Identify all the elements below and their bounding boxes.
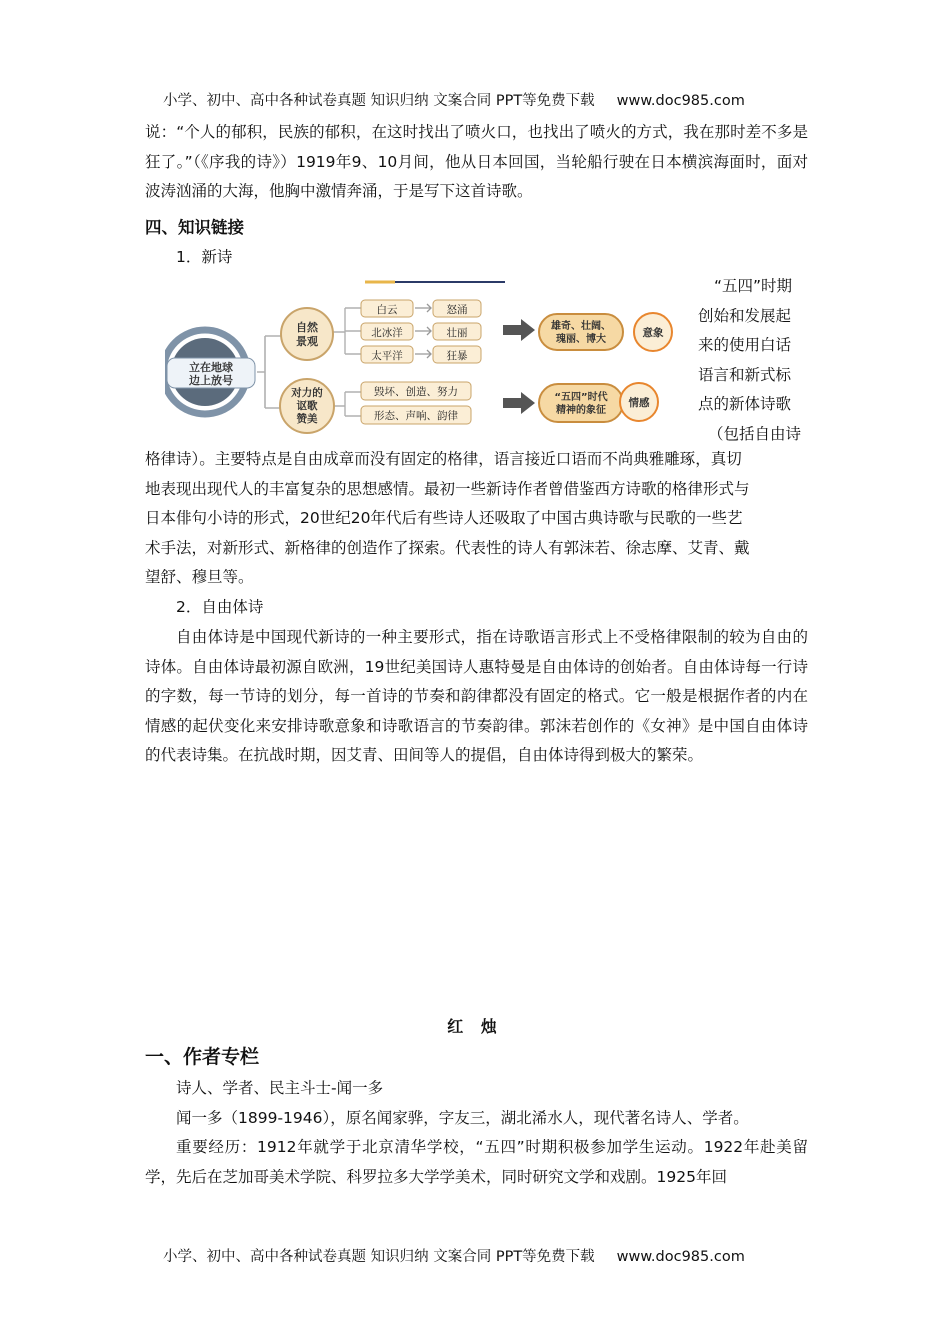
author-experience: 重要经历：1912年就学于北京清华学校，“五四”时期积极参加学生运动。1922年赴美留学，先后在芝加哥美术学院、科罗拉多大学学美术，同时研究文学和戏剧。1925年回 [145, 1138, 808, 1186]
intro-paragraph: 说：“个人的郁积，民族的郁积，在这时找出了喷火口，也找出了喷火的方式，我在那时差不多是狂了。”（《序我的诗》）1919年9、10月间，他从日本回国，当轮船行驶在日本横滨海面时，面对波涛汹涌的大海，他胸中激情奔涌，于是写下这首诗歌。 [145, 123, 808, 200]
new-poetry-float-text: “五四”时期 创始和发展起 来的使用白话 语言和新式标 点的新体诗歌 （包括自由诗 [698, 277, 802, 443]
section-heading-author: 一、作者专栏 [145, 1046, 260, 1068]
branch-nature-label-1: 自然 [296, 321, 318, 334]
branch-power-label-2: 讴歌 [296, 400, 318, 412]
branch-node-nature [281, 308, 333, 360]
connector-center [257, 336, 283, 408]
item-nuyong: 怒涌 [446, 304, 468, 316]
result1-line2: 瑰丽、博大 [556, 334, 606, 345]
item-beibingyang: 北冰洋 [371, 327, 403, 339]
center-label-2: 边上放号 [189, 374, 233, 387]
item-zhuangli: 壮丽 [446, 327, 468, 339]
free-verse-paragraph: 自由体诗是中国现代新诗的一种主要形式，指在诗歌语言形式上不受格律限制的较为自由的诗体。自由体诗最初源自欧洲，19世纪美国诗人惠特曼是自由体诗的创始者。自由体诗每一行诗的字数，每一节诗的划分，每一首诗的节奏和韵律都没有固定的格式。它一般是根据作者的内在情感的起伏变化来安排诗歌意象和诗歌语言的节奏韵律。郭沫若创作的《女神》是中国自由体诗的代表诗集。在抗战时期，因艾青、田间等人的提倡，自由体诗得到极大的繁荣。 [145, 628, 808, 764]
item-baiyun: 白云 [376, 304, 398, 316]
branch-power-label-3: 赞美 [296, 413, 318, 425]
section-heading-knowledge: 四、知识链接 [145, 218, 244, 237]
subsection-new-poetry: 1．新诗 [176, 248, 233, 266]
result2-line1: “五四”时代 [554, 392, 608, 403]
author-tagline: 诗人、学者、民主斗士-闻一多 [176, 1079, 384, 1097]
item-power-2: 形态、声响、韵律 [374, 410, 458, 422]
new-poetry-diagram [165, 278, 685, 438]
big-arrow-2 [503, 392, 535, 414]
center-label-1: 立在地球 [189, 361, 233, 374]
connector-branch1 [333, 308, 361, 354]
header-site: www.doc985.com [616, 93, 745, 109]
item-taipingyang: 太平洋 [371, 350, 403, 362]
item-kuangbao: 狂暴 [446, 350, 468, 362]
branch-nature-label-2: 景观 [296, 335, 318, 348]
result2-line2: 精神的象征 [556, 405, 606, 416]
page-footer [163, 1245, 745, 1266]
branch-power-label-1: 对力的 [291, 387, 323, 399]
lesson-title: 红 烛 [447, 1017, 503, 1036]
item-power-1: 毁坏、创造、努力 [374, 386, 458, 398]
label-imagery: 意象 [642, 327, 664, 339]
connector-branch2 [333, 392, 361, 416]
new-poetry-paragraph: 格律诗）。主要特点是自由成章而没有固定的格律，语言接近口语而不尚典雅雕琢，真切 地表现出现代人的丰富复杂的思想感情。最初一些新诗作者曾借鉴西方诗歌的格律形式与 日本俳句小诗的形式，20世纪20年代后有些诗人还吸取了中国古典诗歌与民歌的一些艺 术手法，对新形式、新格律的创造作了探索。代表性的诗人有郭沫若、徐志摩、艾青、戴 望舒、穆旦等。 [145, 450, 750, 586]
page-header [163, 89, 745, 110]
footer-site: www.doc985.com [616, 1249, 745, 1265]
item-arrows-1 [415, 304, 431, 358]
big-arrow-1 [503, 319, 535, 341]
footer-text: 小学、初中、高中各种试卷真题 知识归纳 文案合同 PPT等免费下载 [163, 1249, 595, 1265]
author-bio: 闻一多（1899-1946），原名闻家骅，字友三，湖北浠水人，现代著名诗人、学者。 [176, 1108, 749, 1127]
label-emotion: 情感 [628, 397, 650, 409]
author-section [145, 1074, 808, 1192]
result-box-2 [539, 384, 623, 422]
header-text: 小学、初中、高中各种试卷真题 知识归纳 文案合同 PPT等免费下载 [163, 93, 595, 109]
result1-line1: 雄奇、壮阔、 [551, 321, 611, 332]
subsection-free-verse: 2．自由体诗 [176, 598, 264, 616]
